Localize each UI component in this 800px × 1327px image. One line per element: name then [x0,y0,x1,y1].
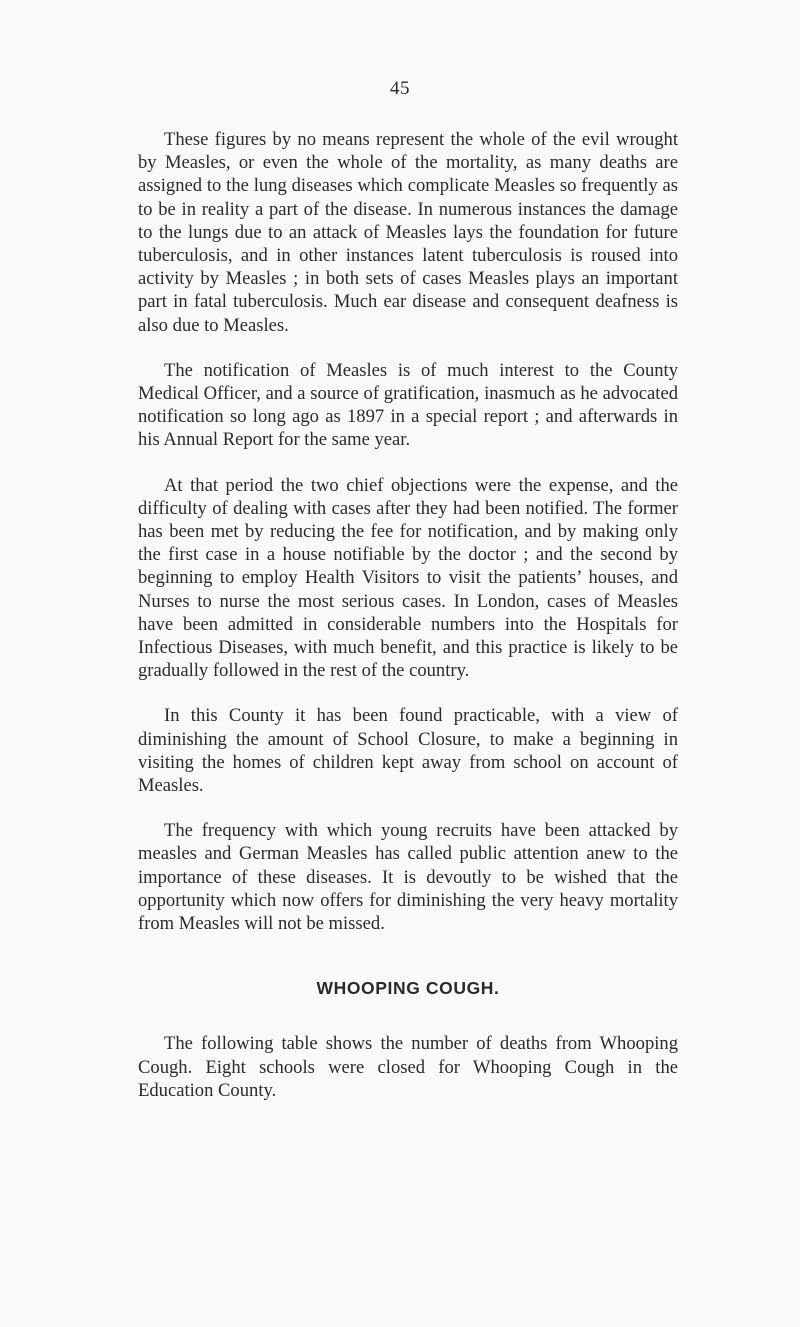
paragraph-school-closure: In this County it has been found practicable, with a view of diminishing the amount of School Closure, to make a beginning in visiting the homes of children kept away from school on account of Measles. [138,705,678,797]
paragraph-objections: At that period the two chief objections were the expense, and the difficulty of dealing with cases after they had been notified. The former has been met by reducing the fee for notification, and by making only the first case in a house notifiable by the doctor ; and the second by beginning to employ Health Visitors to visit the patients’ houses, and Nurses to nurse the most serious cases. In London, cases of Measles have been admitted in considerable numbers into the Hospitals for Infectious Diseases, with much benefit, and this practice is likely to be gradually followed in the rest of the country. [138,474,678,682]
paragraph-recruits: The frequency with which young recruits have been attacked by measles and German Measles has called public attention anew to the importance of these diseases. It is devoutly to be wished that the opportunity which now offers for diminishing the very heavy mortality from Measles will not be missed. [138,820,678,935]
paragraph-whooping-cough: The following table shows the number of deaths from Whooping Cough. Eight schools were closed for Whooping Cough in the Education County. [138,1033,678,1101]
section-heading-whooping-cough: WHOOPING COUGH. [316,978,500,999]
page-number: 45 [390,78,410,99]
body-text [138,128,678,1102]
paragraph-measles-notification: The notification of Measles is of much interest to the County Medical Officer, and a source of gratification, inasmuch as he advocated notification so long ago as 1897 in a special report ; and afterwards in his Annual Report for the same year. [138,359,678,451]
paragraph-measles-mortality: These figures by no means represent the whole of the evil wrought by Measles, or even the whole of the mortality, as many deaths are assigned to the lung diseases which complicate Measles so frequently as to be in reality a part of the disease. In numerous instances the damage to the lungs due to an attack of Measles lays the foundation for future tuberculosis, and in other instances latent tuberculosis is roused into activity by Measles ; in both sets of cases Measles plays an important part in fatal tuberculosis. Much ear disease and consequent deafness is also due to Measles. [138,129,678,336]
